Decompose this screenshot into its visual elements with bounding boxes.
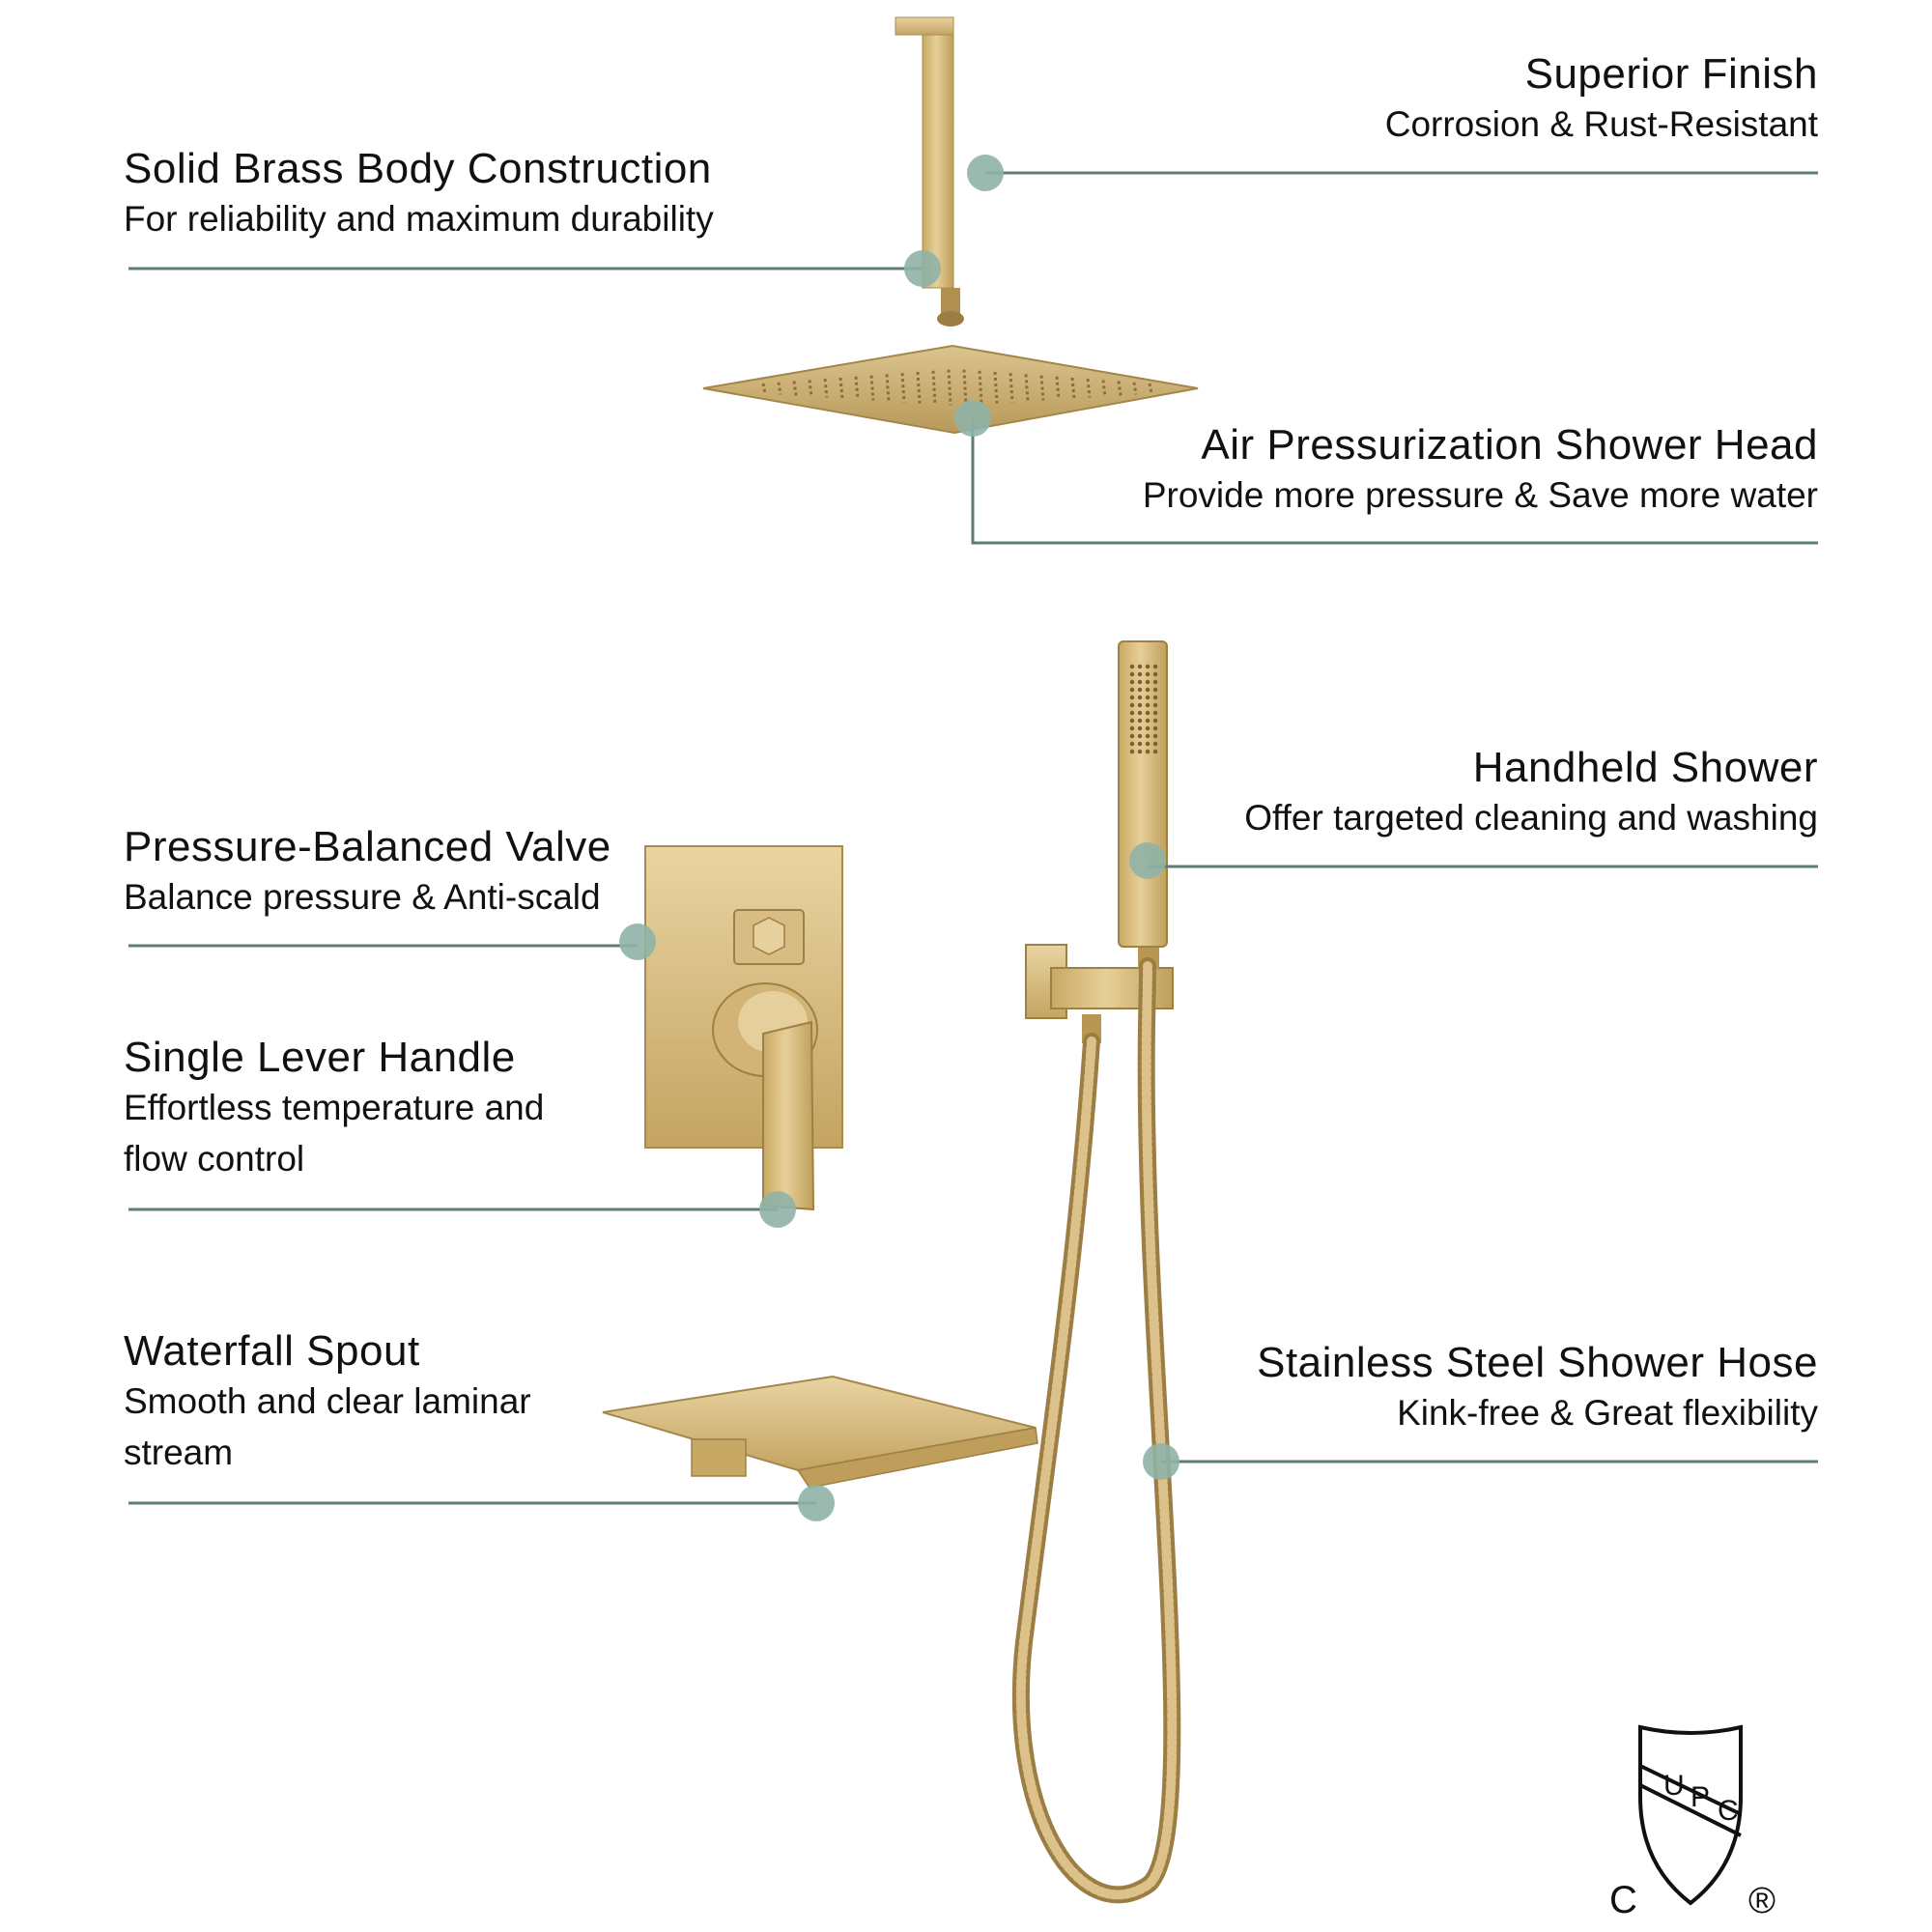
dot-lever: [759, 1191, 796, 1228]
spray-nozzle: [1153, 719, 1158, 724]
dot-superior-finish: [967, 155, 1004, 191]
spray-nozzle: [1130, 750, 1135, 754]
feature-title: Single Lever Handle: [124, 1034, 516, 1081]
shower-hose: [1021, 966, 1172, 1894]
spray-nozzle: [1130, 665, 1135, 669]
single-lever-handle: [763, 1022, 813, 1209]
spray-nozzle: [1138, 726, 1143, 731]
feature-lever: [124, 1034, 544, 1184]
handheld-shower: [1119, 641, 1167, 947]
spray-nozzle: [1138, 719, 1143, 724]
feature-subtitle-line1: Effortless temperature and: [124, 1088, 545, 1127]
spray-nozzle: [1130, 703, 1135, 708]
spray-nozzle: [1146, 703, 1151, 708]
spray-nozzle: [1138, 688, 1143, 693]
spray-nozzle: [1146, 696, 1151, 700]
spray-nozzle: [1153, 703, 1158, 708]
feature-subtitle: For reliability and maximum durability: [124, 199, 714, 239]
registered-mark: ®: [1748, 1881, 1776, 1921]
feature-hose: [1257, 1339, 1818, 1438]
spray-nozzle: [1153, 750, 1158, 754]
feature-title: Superior Finish: [1524, 50, 1818, 98]
spray-nozzle: [1130, 696, 1135, 700]
feature-subtitle: Provide more pressure & Save more water: [1142, 475, 1818, 515]
spray-nozzle: [1146, 665, 1151, 669]
spray-nozzle: [1138, 665, 1143, 669]
spray-nozzle: [1153, 688, 1158, 693]
feature-subtitle: Kink-free & Great flexibility: [1397, 1393, 1818, 1433]
feature-subtitle-line1: Smooth and clear laminar: [124, 1381, 531, 1421]
spray-nozzle: [1138, 680, 1143, 685]
upc-letter-u: U: [1663, 1770, 1685, 1802]
spray-nozzle: [1130, 680, 1135, 685]
spray-nozzle: [1146, 734, 1151, 739]
dot-shower-head: [954, 400, 991, 437]
spray-nozzle: [1138, 696, 1143, 700]
dot-valve: [619, 923, 656, 960]
spray-nozzle: [1146, 688, 1151, 693]
feature-title: Stainless Steel Shower Hose: [1257, 1339, 1818, 1386]
feature-handheld: [1244, 744, 1818, 843]
cupc-left-mark: C: [1609, 1879, 1637, 1921]
feature-spout: [124, 1327, 531, 1478]
spray-nozzle: [1146, 742, 1151, 747]
feature-title: Waterfall Spout: [124, 1327, 420, 1375]
feature-subtitle: Corrosion & Rust-Resistant: [1384, 104, 1818, 144]
nozzle-row: [810, 380, 811, 396]
spray-nozzle: [1138, 703, 1143, 708]
upc-letter-c: C: [1718, 1795, 1739, 1827]
spray-nozzle: [1138, 742, 1143, 747]
spray-nozzle: [1146, 726, 1151, 731]
feature-brass-body: [124, 145, 714, 244]
spray-nozzle: [1153, 672, 1158, 677]
dot-brass-body: [904, 250, 941, 287]
spray-nozzle: [1153, 711, 1158, 716]
spray-nozzle: [1130, 726, 1135, 731]
rain-shower-head: [703, 346, 1198, 433]
feature-title: Solid Brass Body Construction: [124, 145, 712, 192]
cupc-certification-logo: [1594, 1719, 1787, 1922]
feature-subtitle-line2: flow control: [124, 1139, 305, 1179]
spray-nozzle: [1130, 742, 1135, 747]
nozzle-row: [1103, 380, 1105, 396]
spray-nozzle: [1130, 711, 1135, 716]
spray-nozzle: [1146, 711, 1151, 716]
feature-title: Pressure-Balanced Valve: [124, 823, 611, 870]
spray-nozzle: [1153, 665, 1158, 669]
dot-spout: [798, 1485, 835, 1521]
feature-subtitle: Balance pressure & Anti-scald: [124, 877, 601, 917]
spray-nozzle: [1130, 672, 1135, 677]
feature-subtitle-line2: stream: [124, 1433, 234, 1472]
upc-letter-p: P: [1690, 1781, 1711, 1813]
spray-nozzle: [1138, 711, 1143, 716]
nozzle-row: [794, 382, 796, 396]
feature-subtitle: Offer targeted cleaning and washing: [1244, 798, 1818, 838]
spray-nozzle: [1146, 672, 1151, 677]
feature-superior-finish: [1385, 50, 1818, 150]
spray-nozzle: [1130, 734, 1135, 739]
spray-nozzle: [1146, 750, 1151, 754]
spray-nozzle: [1153, 734, 1158, 739]
spray-nozzle: [1146, 719, 1151, 724]
spray-nozzle: [1130, 719, 1135, 724]
waterfall-spout: [603, 1377, 1037, 1488]
spray-nozzle: [1146, 680, 1151, 685]
spray-nozzle: [1138, 672, 1143, 677]
feature-title: Handheld Shower: [1472, 744, 1818, 791]
spray-nozzle: [1153, 726, 1158, 731]
feature-valve: [124, 823, 611, 923]
spray-nozzle: [1153, 742, 1158, 747]
spray-nozzle: [1153, 680, 1158, 685]
spray-nozzle: [1153, 696, 1158, 700]
feature-title: Air Pressurization Shower Head: [1201, 421, 1818, 469]
spray-nozzle: [1138, 734, 1143, 739]
spray-nozzle: [1130, 688, 1135, 693]
feature-shower-head: [1143, 421, 1818, 521]
dot-handheld: [1129, 842, 1166, 879]
dot-hose: [1143, 1443, 1179, 1480]
spray-nozzle: [1138, 750, 1143, 754]
nozzle-row: [1119, 382, 1121, 396]
